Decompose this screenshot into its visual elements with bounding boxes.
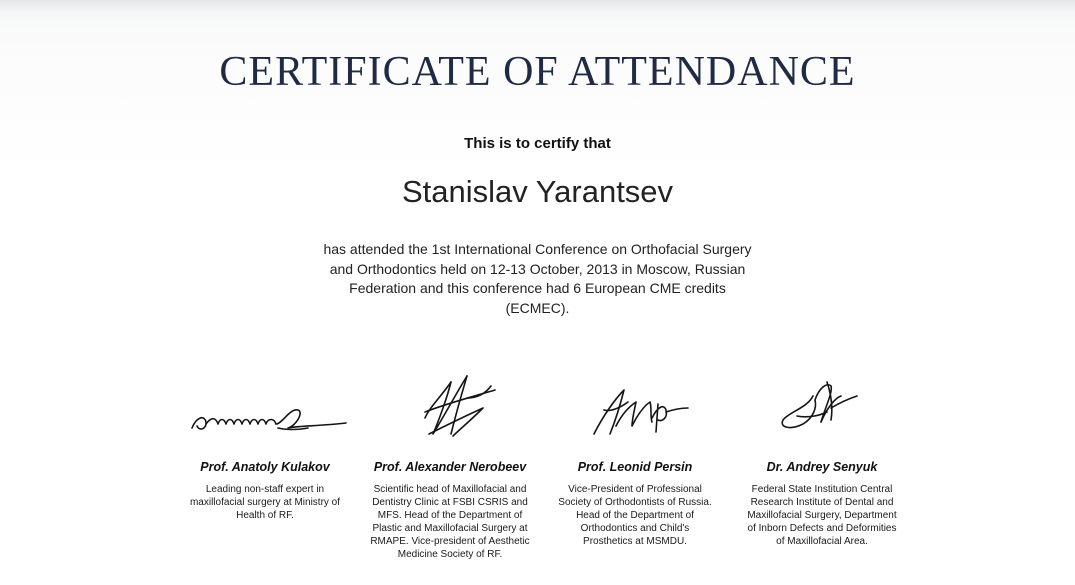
signatory-description: Scientific head of Maxillofacial and Dentistry Clinic at FSBI CSRIS and MFS. Head of the Department of Plastic and Maxillofacial Surgery at RMAPE. Vice-president of Aesthetic Medicine Society of RF. (370, 484, 530, 560)
signatory-name: Prof. Leonid Persin (577, 460, 693, 474)
certify-line: This is to certify that (464, 135, 611, 152)
signature-kulakov (170, 368, 360, 458)
page-top-edge (0, 0, 1075, 14)
signatory-name: Prof. Alexander Nerobeev (373, 460, 527, 474)
signature-persin (540, 368, 730, 458)
signatory-description: Federal State Institution Central Research Institute of Dental and Maxillofacial Surgery, Department of Inborn Defects and Deformities of Maxillofacial Area. (747, 484, 897, 547)
signatory-description: Leading non-staff expert in maxillofacial surgery at Ministry of Health of RF. (189, 484, 341, 521)
attendance-statement: has attended the 1st International Conference on Orthofacial Surgery and Orthodontics held on 12-13 October, 2013 in Moscow, Russian Federation and this conference had 6 European CME credits (ECMEC). (323, 241, 752, 316)
signature-senyuk (727, 368, 917, 458)
signature-nerobeev (355, 368, 545, 458)
signatory-senyuk (712, 368, 932, 548)
certificate-title: CERTIFICATE OF ATTENDANCE (219, 49, 856, 95)
signatory-name: Dr. Andrey Senyuk (766, 460, 878, 474)
signatory-name: Prof. Anatoly Kulakov (200, 460, 330, 474)
recipient-name: Stanislav Yarantsev (401, 174, 674, 209)
signatory-description: Vice-President of Professional Society of Orthodontists of Russia. Head of the Department of Orthodontics and Child's Prosthetics at MSMDU. (558, 484, 712, 547)
